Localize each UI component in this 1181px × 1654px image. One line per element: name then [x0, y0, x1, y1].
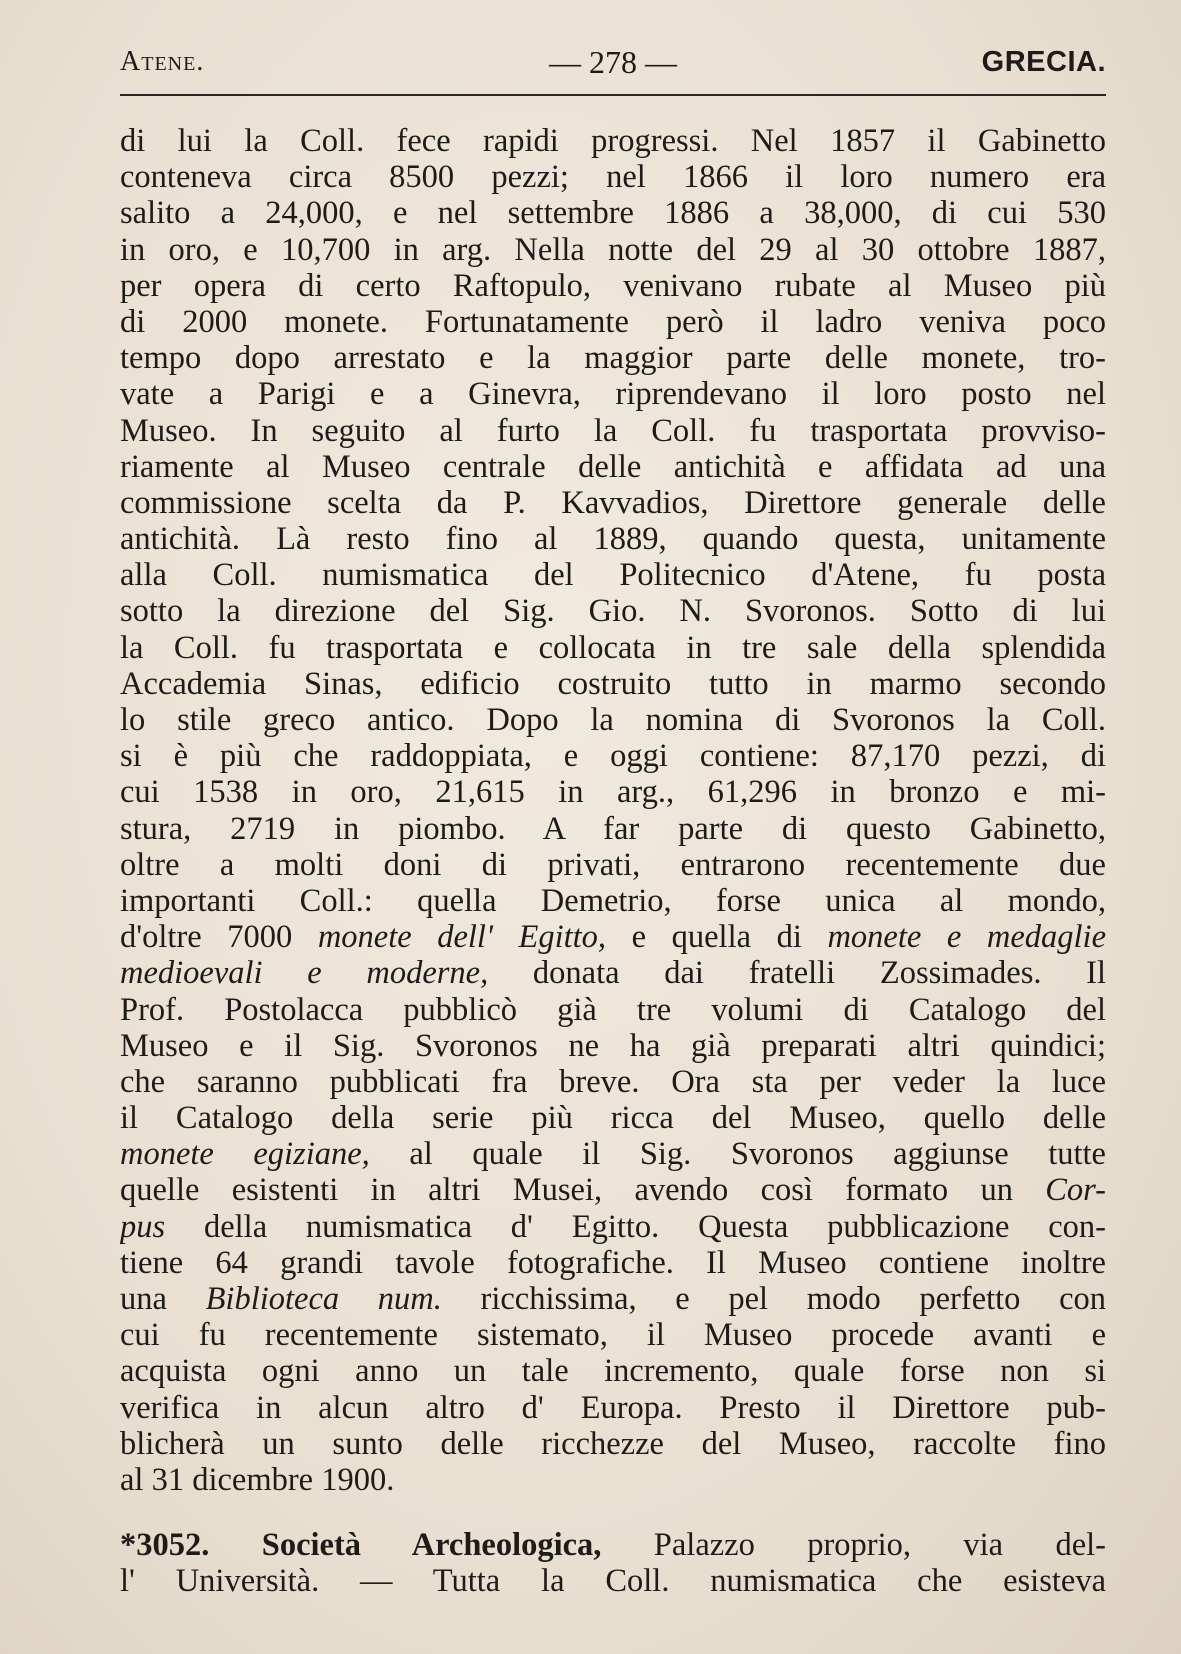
text-line [120, 1136, 1106, 1172]
header-city: Atene. [120, 46, 205, 77]
text-line [120, 1527, 1106, 1563]
text-line [120, 159, 1106, 195]
text-segment: commissione scelta da P. Kavvadios, Direttore generale delle [120, 484, 1106, 521]
text-line [120, 1281, 1106, 1317]
text-segment: sotto la direzione del Sig. Gio. N. Svoronos. Sotto di lui [120, 593, 1106, 630]
text-line [120, 992, 1106, 1028]
text-line [120, 1353, 1106, 1389]
text-line [120, 304, 1106, 340]
text-segment: della numismatica d' Egitto. Questa pubblicazione con- [165, 1208, 1106, 1245]
text-segment: oltre a molti doni di privati, entrarono recentemente due [120, 846, 1106, 883]
text-line [120, 1317, 1106, 1353]
text-line [120, 340, 1106, 376]
text-segment: stura, 2719 in piombo. A far parte di questo Gabinetto, [120, 810, 1106, 847]
text-segment: antichità. Là resto fino al 1889, quando questa, unitamente [120, 521, 1106, 558]
italic-segment: monete dell' Egitto, [317, 919, 607, 956]
text-line [120, 1426, 1106, 1462]
text-segment: il Catalogo della serie più ricca del Museo, quello delle [120, 1100, 1106, 1137]
text-line [120, 919, 1106, 955]
text-segment: al 31 dicembre 1900. [120, 1461, 395, 1498]
text-line [120, 955, 1106, 991]
text-line [120, 1563, 1106, 1599]
text-line [120, 268, 1106, 304]
text-segment: Accademia Sinas, edificio costruito tutto in marmo secondo [120, 665, 1106, 702]
text-line [120, 521, 1106, 557]
italic-segment: Biblioteca num. [205, 1281, 442, 1317]
text-segment: acquista ogni anno un tale incremento, quale forse non si [120, 1353, 1106, 1390]
text-segment: conteneva circa 8500 pezzi; nel 1866 il loro numero era [120, 159, 1106, 196]
text-segment: alla Coll. numismatica del Politecnico d'Atene, fu posta [120, 557, 1106, 594]
text-line [120, 847, 1106, 883]
catalog-entry-3052 [120, 1527, 1106, 1599]
text-line [120, 630, 1106, 666]
header-country: GRECIA. [981, 46, 1106, 78]
text-segment: di 2000 monete. Fortunatamente però il ladro veniva poco [120, 303, 1106, 340]
text-segment: si è più che raddoppiata, e oggi contiene: 87,170 pezzi, di [120, 738, 1106, 775]
text-segment: Palazzo proprio, via del- [601, 1527, 1106, 1563]
bold-segment: *3052. Società Archeologica, [120, 1527, 602, 1563]
text-segment: Museo e il Sig. Svoronos ne ha già preparati altri quindici; [120, 1027, 1106, 1064]
text-segment: verifica in alcun altro d' Europa. Presto il Direttore pub- [120, 1389, 1106, 1426]
italic-segment: monete egiziane, [120, 1136, 370, 1173]
text-segment: riamente al Museo centrale delle antichità e affidata ad una [120, 448, 1106, 485]
text-line [120, 413, 1106, 449]
text-segment: al quale il Sig. Svoronos aggiunse tutte [369, 1136, 1106, 1173]
text-line [120, 376, 1106, 412]
text-segment: l' Università. — Tutta la Coll. numismatica che esisteva [120, 1563, 1106, 1600]
text-segment: salito a 24,000, e nel settembre 1886 a 38,000, di cui 530 [120, 195, 1106, 232]
text-line [120, 666, 1106, 702]
text-segment: cui fu recentemente sistemato, il Museo procede avanti e [120, 1317, 1106, 1354]
text-line [120, 1390, 1106, 1426]
text-segment: e quella di [606, 919, 828, 956]
header-rule [120, 94, 1106, 96]
text-line [120, 738, 1106, 774]
text-line [120, 557, 1106, 593]
text-line [120, 883, 1106, 919]
text-segment: Prof. Postolacca pubblicò già tre volumi di Catalogo del [120, 991, 1106, 1028]
italic-segment: monete e medaglie [827, 919, 1106, 956]
text-segment: in oro, e 10,700 in arg. Nella notte del 29 al 30 ottobre 1887, [120, 231, 1106, 268]
text-segment: per opera di certo Raftopulo, venivano rubate al Museo più [120, 267, 1106, 304]
text-line [120, 195, 1106, 231]
text-line [120, 123, 1106, 159]
text-segment: una [120, 1281, 206, 1317]
text-line [120, 1462, 1106, 1498]
text-segment: ricchissima, e pel modo perfetto con [441, 1281, 1106, 1317]
text-segment: che saranno pubblicati fra breve. Ora sta per veder la luce [120, 1063, 1106, 1100]
text-line [120, 702, 1106, 738]
text-line [120, 1064, 1106, 1100]
text-segment: la Coll. fu trasportata e collocata in tre sale della splendida [120, 629, 1106, 666]
text-line [120, 811, 1106, 847]
text-line [120, 1209, 1106, 1245]
text-line [120, 774, 1106, 810]
text-segment: cui 1538 in oro, 21,615 in arg., 61,296 in bronzo e mi- [120, 774, 1106, 811]
text-line [120, 1100, 1106, 1136]
text-segment: Museo. In seguito al furto la Coll. fu trasportata provviso- [120, 412, 1106, 449]
text-line [120, 232, 1106, 268]
text-segment: d'oltre 7000 [120, 919, 318, 956]
page-number: — 278 — [549, 44, 677, 80]
italic-segment: medioevali e moderne, [120, 955, 489, 992]
text-line [120, 1245, 1106, 1281]
running-header [120, 44, 1106, 94]
text-segment: quelle esistenti in altri Musei, avendo così formato un [120, 1172, 1046, 1209]
text-line [120, 593, 1106, 629]
text-segment: tempo dopo arrestato e la maggior parte delle monete, tro- [120, 340, 1106, 377]
text-segment: blicherà un sunto delle ricchezze del Museo, raccolte fino [120, 1425, 1106, 1462]
text-segment: importanti Coll.: quella Demetrio, forse unica al mondo, [120, 882, 1106, 919]
text-line [120, 1028, 1106, 1064]
text-line [120, 1172, 1106, 1208]
text-segment: donata dai fratelli Zossimades. Il [488, 955, 1106, 992]
text-segment: tiene 64 grandi tavole fotografiche. Il Museo contiene inoltre [120, 1244, 1106, 1281]
text-segment: di lui la Coll. fece rapidi progressi. Nel 1857 il Gabinetto [120, 123, 1106, 159]
text-segment: vate a Parigi e a Ginevra, riprendevano il loro posto nel [120, 376, 1106, 413]
body-paragraph [120, 123, 1106, 1498]
italic-segment: pus [120, 1208, 166, 1245]
text-segment: lo stile greco antico. Dopo la nomina di Svoronos la Coll. [120, 702, 1106, 738]
italic-segment: Cor- [1045, 1172, 1106, 1209]
text-line [120, 485, 1106, 521]
text-line [120, 449, 1106, 485]
